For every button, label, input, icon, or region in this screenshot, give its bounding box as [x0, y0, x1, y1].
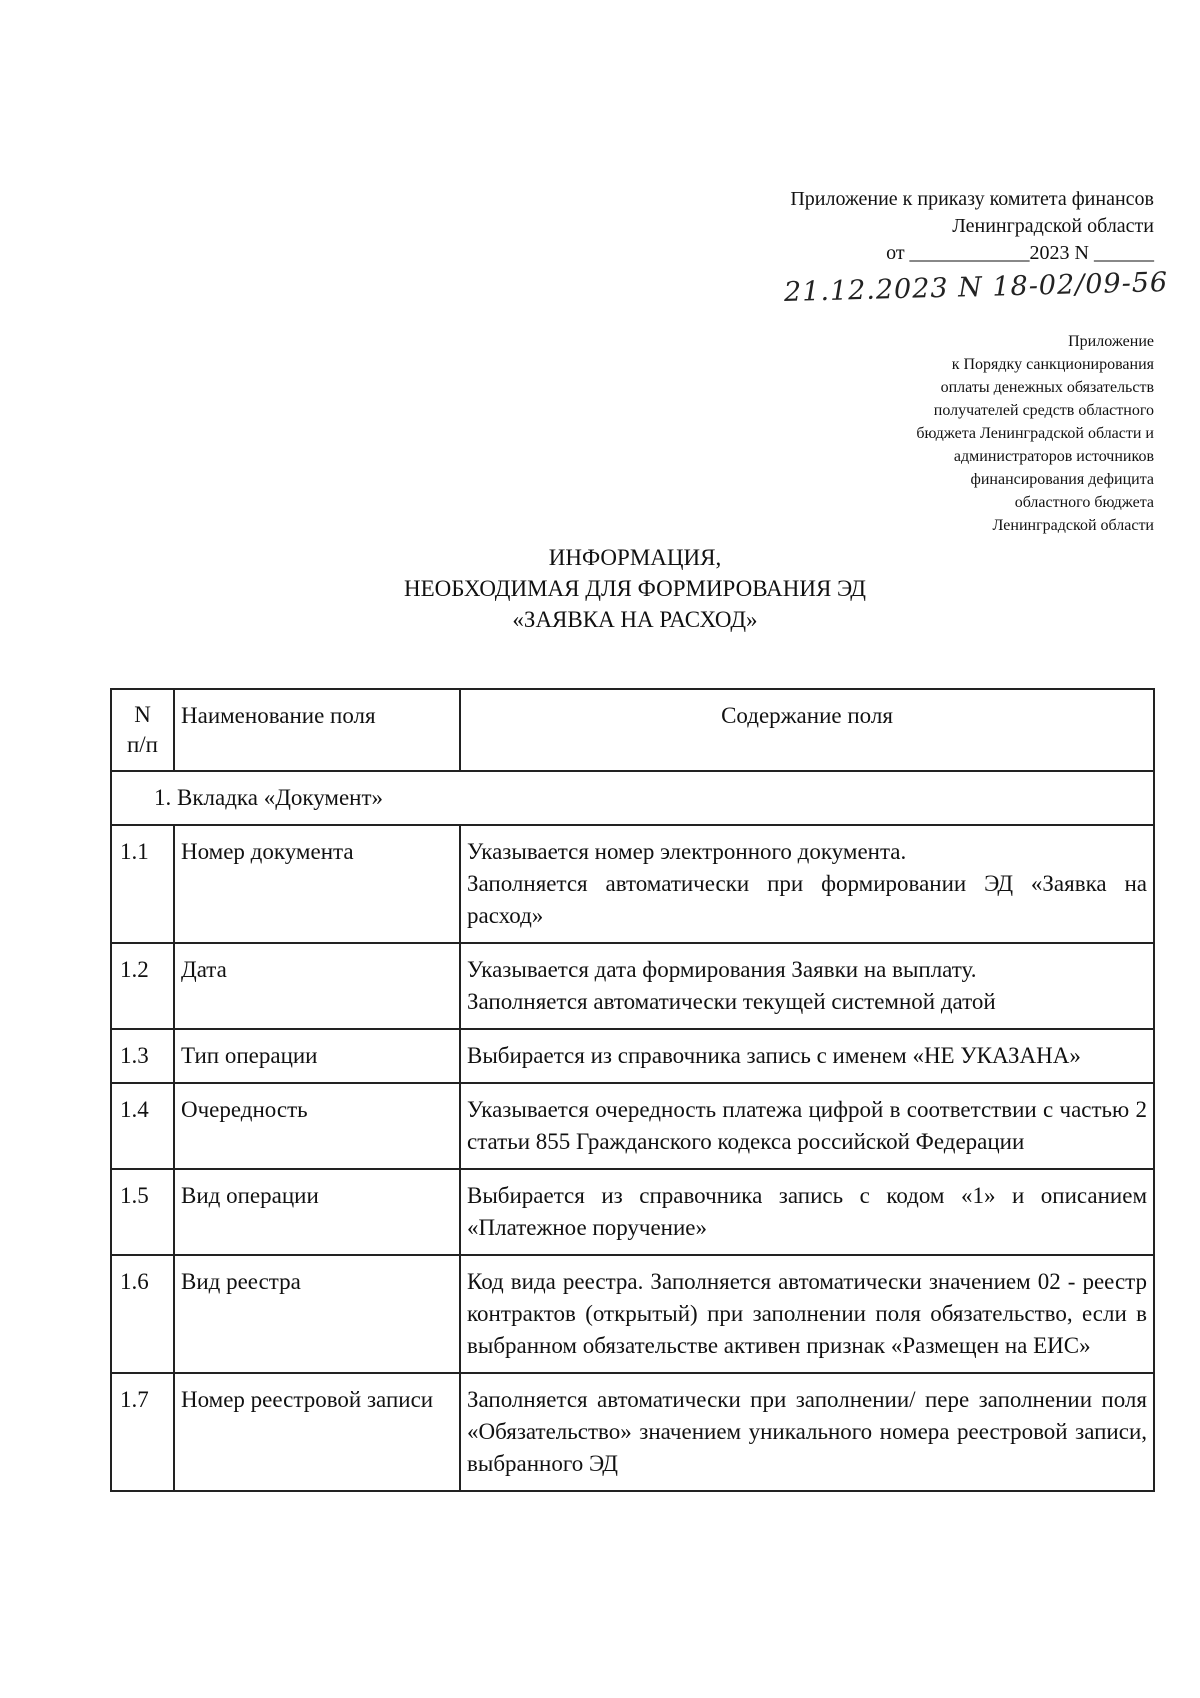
row-field-name: Тип операции — [174, 1029, 460, 1083]
content-line: Заполняется автоматически при заполнении/ пере заполнении поля «Обязательство» значением уникального номера реестровой записи, выбранного ЭД — [467, 1387, 1147, 1476]
row-number: 1.3 — [111, 1029, 174, 1083]
order-header — [594, 186, 1154, 267]
header-number — [111, 689, 174, 771]
row-number: 1.1 — [111, 825, 174, 943]
row-field-name: Вид реестра — [174, 1255, 460, 1373]
annex-line: к Порядку санкционирования — [951, 356, 1154, 373]
title-line: «ЗАЯВКА НА РАСХОД» — [512, 607, 758, 632]
handwritten-order-number: 21.12.2023 N 18-02/09-56 — [783, 266, 1169, 309]
header-number-line: п/п — [126, 732, 158, 757]
order-header-line: Ленинградской области — [952, 215, 1154, 237]
row-field-name: Дата — [174, 943, 460, 1029]
content-line: Заполняется автоматически текущей системной датой — [467, 989, 996, 1014]
content-line: Выбирается из справочника запись с кодом «1» и описанием «Платежное поручение» — [467, 1183, 1147, 1240]
row-number: 1.4 — [111, 1083, 174, 1169]
content-line: Указывается номер электронного документа. — [467, 839, 907, 864]
content-line: Код вида реестра. Заполняется автоматически значением 02 - реестр контрактов (открытый) при заполнении поля обязательство, если в выбранном обязательстве активен признак «Размещен на ЕИС» — [467, 1269, 1147, 1358]
header-field-name: Наименование поля — [174, 689, 460, 771]
table-header-row — [111, 689, 1154, 771]
section-title: 1. Вкладка «Документ» — [111, 771, 1154, 825]
order-header-line: Приложение к приказу комитета финансов — [790, 188, 1154, 210]
row-number: 1.6 — [111, 1255, 174, 1373]
header-number-line: N — [134, 702, 151, 727]
annex-line: областного бюджета — [1014, 494, 1154, 511]
annex-line: Приложение — [1068, 333, 1154, 350]
annex-line: бюджета Ленинградской области и — [916, 425, 1154, 442]
table-row — [111, 1029, 1154, 1083]
fields-table — [110, 688, 1155, 1492]
row-field-content — [460, 825, 1154, 943]
row-field-content — [460, 1083, 1154, 1169]
table-row — [111, 1255, 1154, 1373]
row-field-content — [460, 943, 1154, 1029]
row-number: 1.7 — [111, 1373, 174, 1491]
table-row — [111, 943, 1154, 1029]
row-field-content — [460, 1029, 1154, 1083]
table-row — [111, 1169, 1154, 1255]
title-line: НЕОБХОДИМАЯ ДЛЯ ФОРМИРОВАНИЯ ЭД — [404, 576, 866, 601]
document-title — [0, 542, 1200, 635]
header-field-content: Содержание поля — [460, 689, 1154, 771]
row-field-content — [460, 1169, 1154, 1255]
title-line: ИНФОРМАЦИЯ, — [548, 545, 722, 570]
row-field-name: Вид операции — [174, 1169, 460, 1255]
content-line: Указывается дата формирования Заявки на выплату. — [467, 957, 977, 982]
row-field-content — [460, 1255, 1154, 1373]
annex-line: финансирования дефицита — [970, 471, 1154, 488]
annex-header — [734, 330, 1154, 537]
annex-line: администраторов источников — [953, 448, 1154, 465]
row-field-name: Номер реестровой записи — [174, 1373, 460, 1491]
row-field-content — [460, 1373, 1154, 1491]
table-row — [111, 1373, 1154, 1491]
order-date-number-line: от ____________2023 N ______ — [886, 242, 1154, 264]
row-number: 1.5 — [111, 1169, 174, 1255]
table-row — [111, 825, 1154, 943]
row-field-name: Номер документа — [174, 825, 460, 943]
annex-line: Ленинградской области — [992, 517, 1154, 534]
content-line: Выбирается из справочника запись с именем «НЕ УКАЗАНА» — [467, 1043, 1081, 1068]
content-line: Заполняется автоматически при формировании ЭД «Заявка на расход» — [467, 871, 1147, 928]
content-line: Указывается очередность платежа цифрой в соответствии с частью 2 статьи 855 Гражданского кодекса российской Федерации — [467, 1097, 1147, 1154]
table-row — [111, 1083, 1154, 1169]
annex-line: получателей средств областного — [933, 402, 1154, 419]
section-row — [111, 771, 1154, 825]
annex-line: оплаты денежных обязательств — [940, 379, 1154, 396]
row-number: 1.2 — [111, 943, 174, 1029]
row-field-name: Очередность — [174, 1083, 460, 1169]
